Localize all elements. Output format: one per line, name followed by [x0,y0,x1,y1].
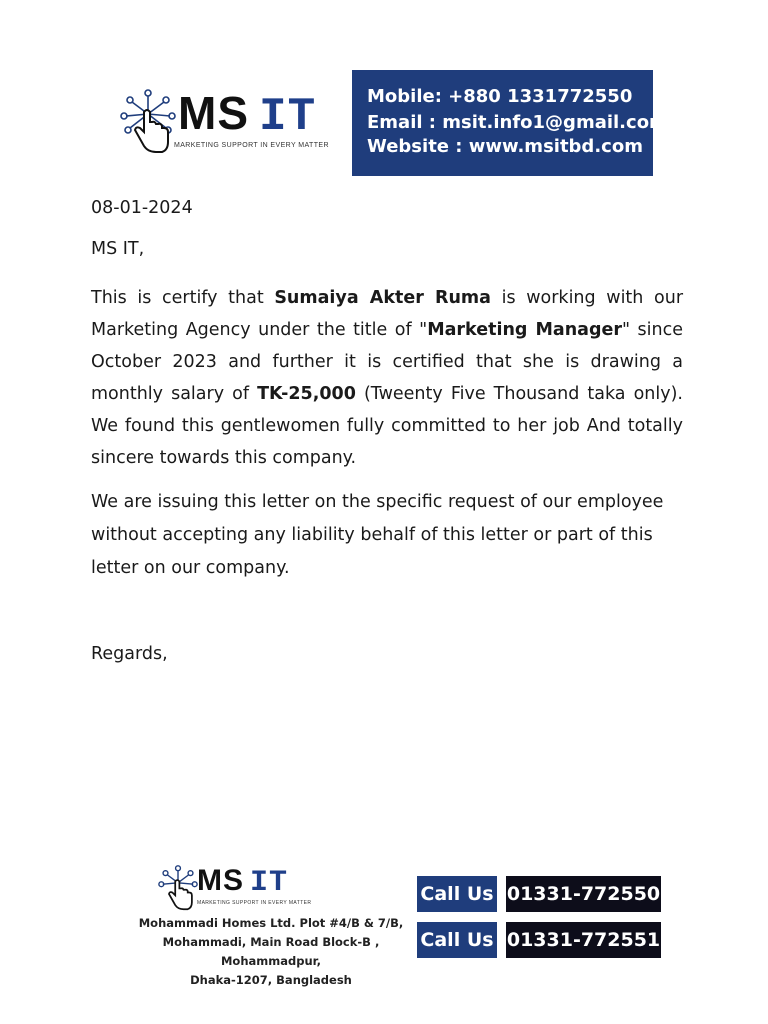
letter-recipient: MS IT, [91,239,145,259]
footer-logo-it: IT [250,866,289,900]
hand-network-icon [118,84,178,156]
letter-paragraph-1 [91,282,683,474]
call-us-button-2[interactable]: Call Us [417,922,497,958]
call-us-button-1[interactable]: Call Us [417,876,497,912]
contact-email[interactable]: Email : msit.info1@gmail.com [367,112,668,133]
contact-website[interactable]: Website : www.msitbd.com [367,136,643,157]
company-logo [118,84,348,156]
footer-logo-wordmark [197,864,288,900]
salary-amount: TK-25,000 [257,384,356,404]
letter-date: 08-01-2024 [91,198,193,218]
footer-logo-tagline: MARKETING SUPPORT IN EVERY MATTER [197,900,312,906]
logo-it: IT [259,91,317,143]
address-line-1: Mohammadi Homes Ltd. Plot #4/B & 7/B, [138,916,404,930]
letter-paragraph-2: We are issuing this letter on the specific request of our employee without accepting any liability behalf of this letter or part of this letter on our company. [91,492,664,578]
logo-wordmark [178,88,316,142]
contact-info-box [352,70,668,176]
footer-logo [157,862,317,912]
contact-mobile: Mobile: +880 1331772550 [367,86,633,107]
employee-name: Sumaiya Akter Ruma [274,288,491,308]
job-title: Marketing Manager [427,320,622,340]
phone-number-1[interactable]: 01331-772550 [506,876,661,912]
address-line-2: Mohammadi, Main Road Block-B , Mohammadpur, [162,935,380,968]
company-address [126,914,416,990]
footer-logo-ms: MS [197,864,244,897]
letter-closing: Regards, [91,644,168,664]
logo-tagline: MARKETING SUPPORT IN EVERY MATTER [174,142,329,149]
logo-ms: MS [178,87,249,139]
para1-text-3: " since October 2023 and further it is certified that she is drawing a monthly salary of [91,320,683,404]
para1-text-4: (Tweenty Five Thousand taka only). We found this gentlewomen fully committed to her job And totally sincere towards this company. [91,384,683,468]
para1-text-1: This is certify that [91,288,275,308]
hand-network-icon [157,862,199,912]
address-line-3: Dhaka-1207, Bangladesh [190,973,352,987]
para1-text-2: is working with our Marketing Agency under the title of " [91,288,684,340]
phone-number-2[interactable]: 01331-772551 [506,922,661,958]
